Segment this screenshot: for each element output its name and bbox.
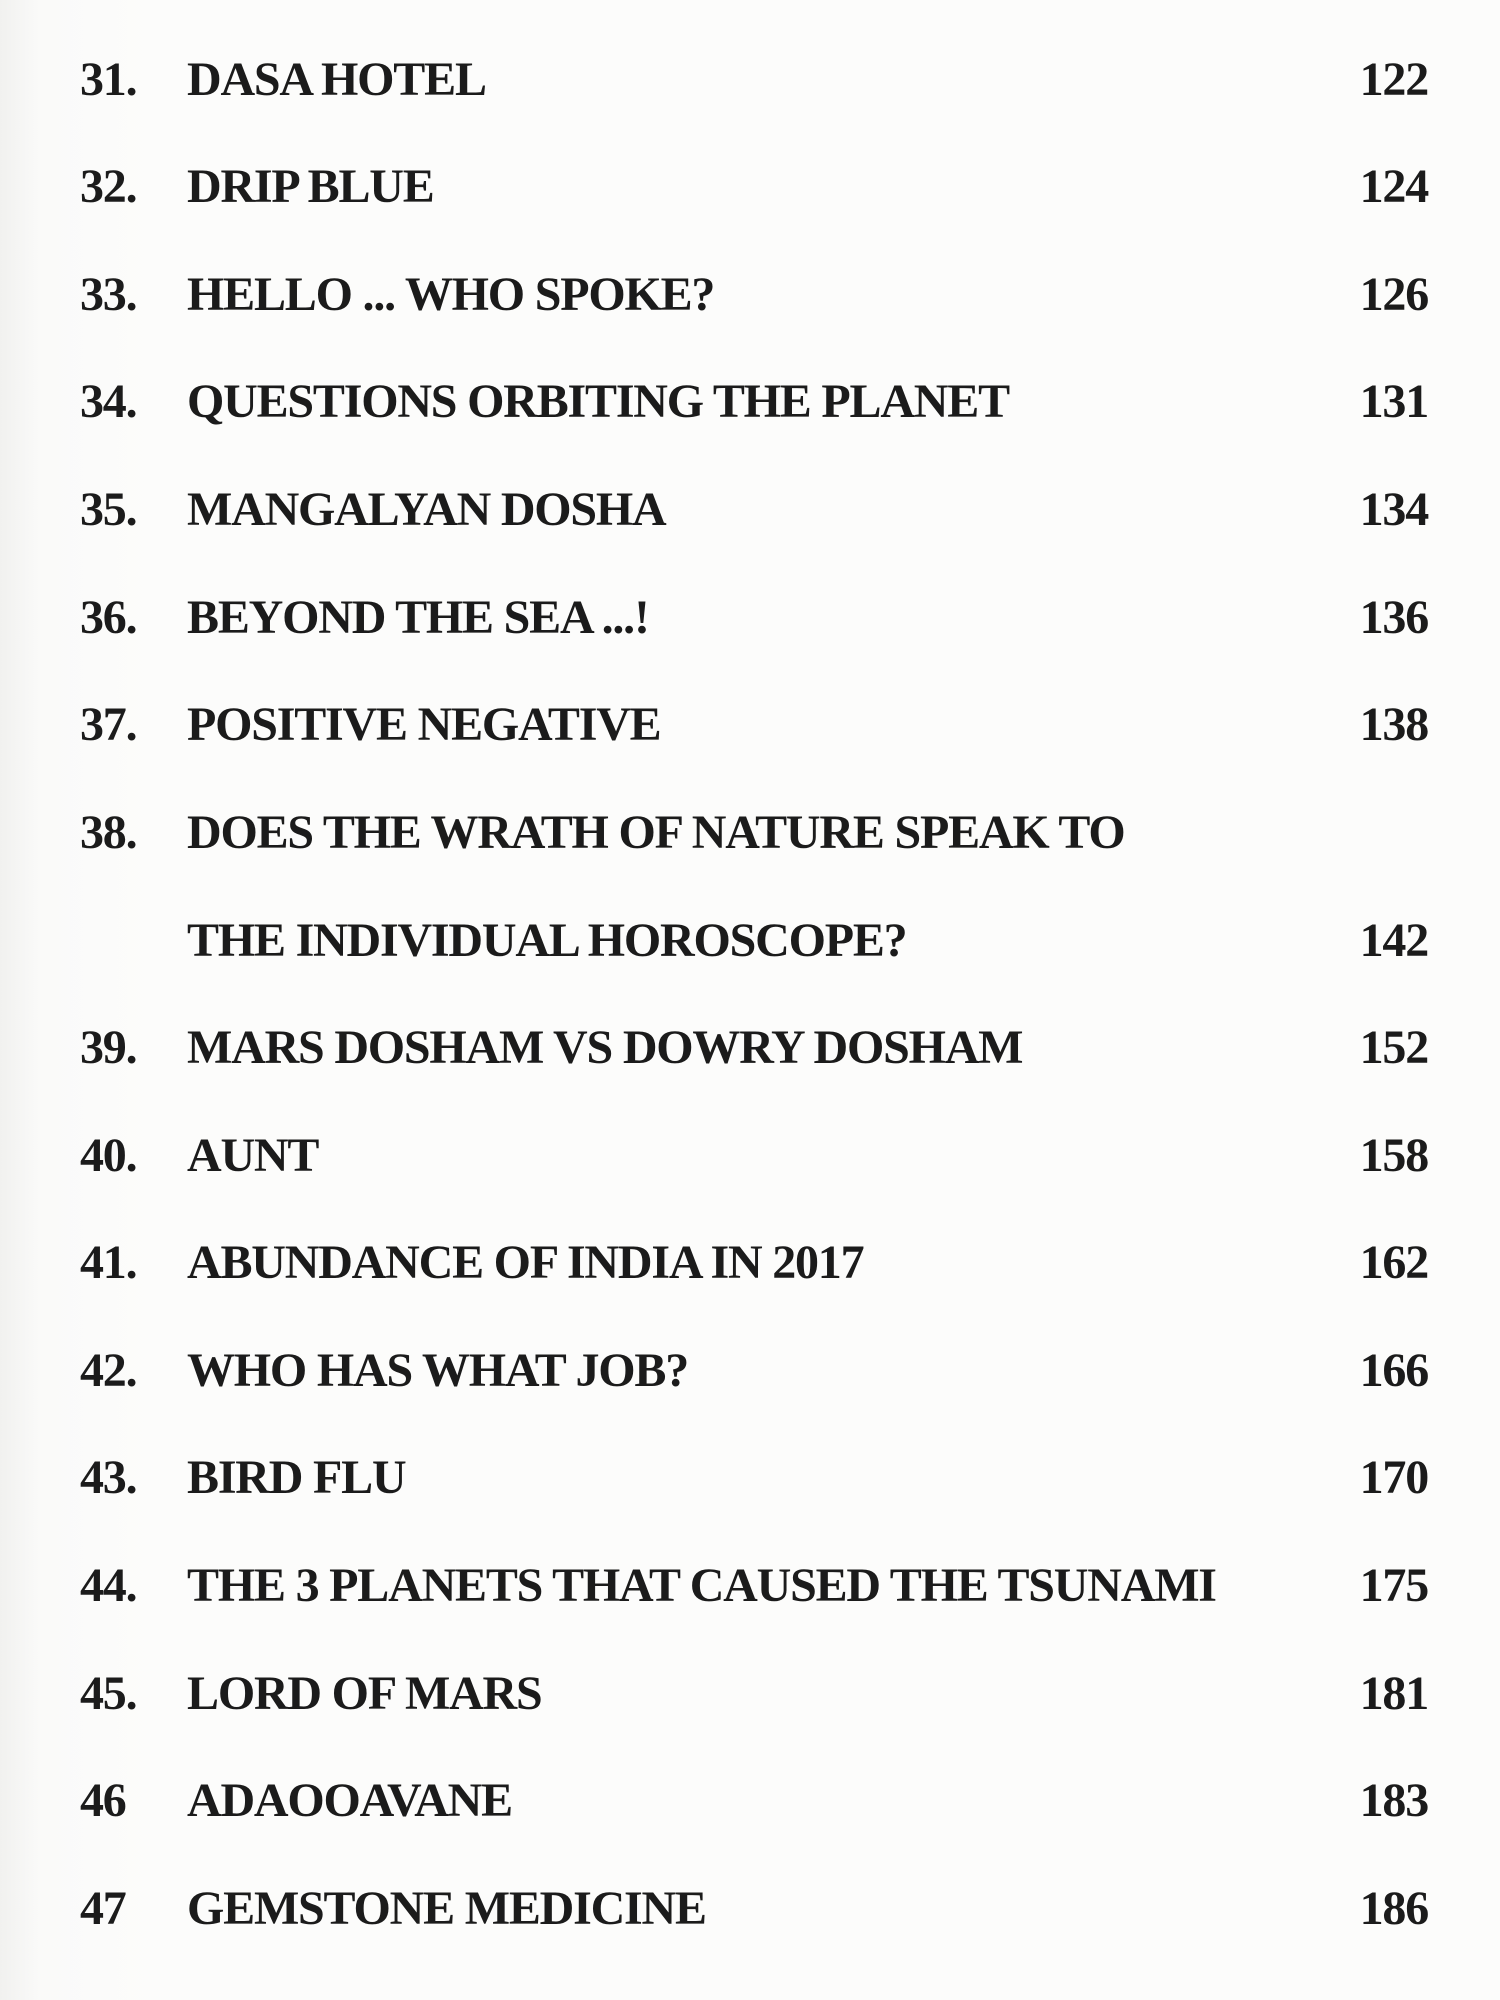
chapter-title: MARS DOSHAM VS DOWRY DOSHAM [187,1021,1023,1074]
chapter-number: 34. [80,375,137,428]
chapter-title-line-2: THE INDIVIDUAL HOROSCOPE? [187,914,907,967]
page-number: 122 [1359,53,1428,106]
page-number: 138 [1359,698,1428,751]
page-number: 181 [1359,1667,1428,1720]
chapter-title: AUNT [187,1129,319,1182]
page-number: 158 [1359,1129,1428,1182]
chapter-number: 44. [80,1559,137,1612]
page-number: 124 [1359,160,1428,213]
page-number: 170 [1359,1451,1428,1504]
chapter-number: 31. [80,53,137,106]
chapter-number: 47 [80,1882,126,1935]
chapter-number: 43. [80,1451,137,1504]
chapter-title: DRIP BLUE [187,160,434,213]
chapter-title: DASA HOTEL [187,53,486,106]
chapter-number: 45. [80,1667,137,1720]
chapter-title: QUESTIONS ORBITING THE PLANET [187,375,1009,428]
chapter-number: 35. [80,483,137,536]
page-number: 134 [1359,483,1428,536]
chapter-number: 46 [80,1774,126,1827]
chapter-title: BIRD FLU [187,1451,406,1504]
page-number: 186 [1359,1882,1428,1935]
chapter-title: LORD OF MARS [187,1667,542,1720]
chapter-number: 39. [80,1021,137,1074]
chapter-title: THE 3 PLANETS THAT CAUSED THE TSUNAMI [187,1559,1216,1612]
page-number: 126 [1359,268,1428,321]
page-number: 175 [1359,1559,1428,1612]
chapter-title: GEMSTONE MEDICINE [187,1882,706,1935]
page-number: 162 [1359,1236,1428,1289]
page-number: 166 [1359,1344,1428,1397]
page-number: 142 [1359,914,1428,967]
chapter-title: MANGALYAN DOSHA [187,483,666,536]
chapter-number: 38. [80,806,137,859]
page-number: 183 [1359,1774,1428,1827]
chapter-title: WHO HAS WHAT JOB? [187,1344,689,1397]
chapter-title-line-1: DOES THE WRATH OF NATURE SPEAK TO [187,806,1125,859]
chapter-title: ABUNDANCE OF INDIA IN 2017 [187,1236,864,1289]
page-number: 152 [1359,1021,1428,1074]
chapter-number: 32. [80,160,137,213]
chapter-number: 41. [80,1236,137,1289]
chapter-title: BEYOND THE SEA ...! [187,591,649,644]
chapter-number: 33. [80,268,137,321]
page-number: 131 [1359,375,1428,428]
chapter-title: POSITIVE NEGATIVE [187,698,661,751]
chapter-title: ADAOOAVANE [187,1774,512,1827]
chapter-number: 40. [80,1129,137,1182]
chapter-title [187,803,1125,971]
chapter-title: HELLO ... WHO SPOKE? [187,268,715,321]
chapter-number: 37. [80,698,137,751]
chapter-number: 36. [80,591,137,644]
chapter-number: 42. [80,1344,137,1397]
page-number: 136 [1359,591,1428,644]
